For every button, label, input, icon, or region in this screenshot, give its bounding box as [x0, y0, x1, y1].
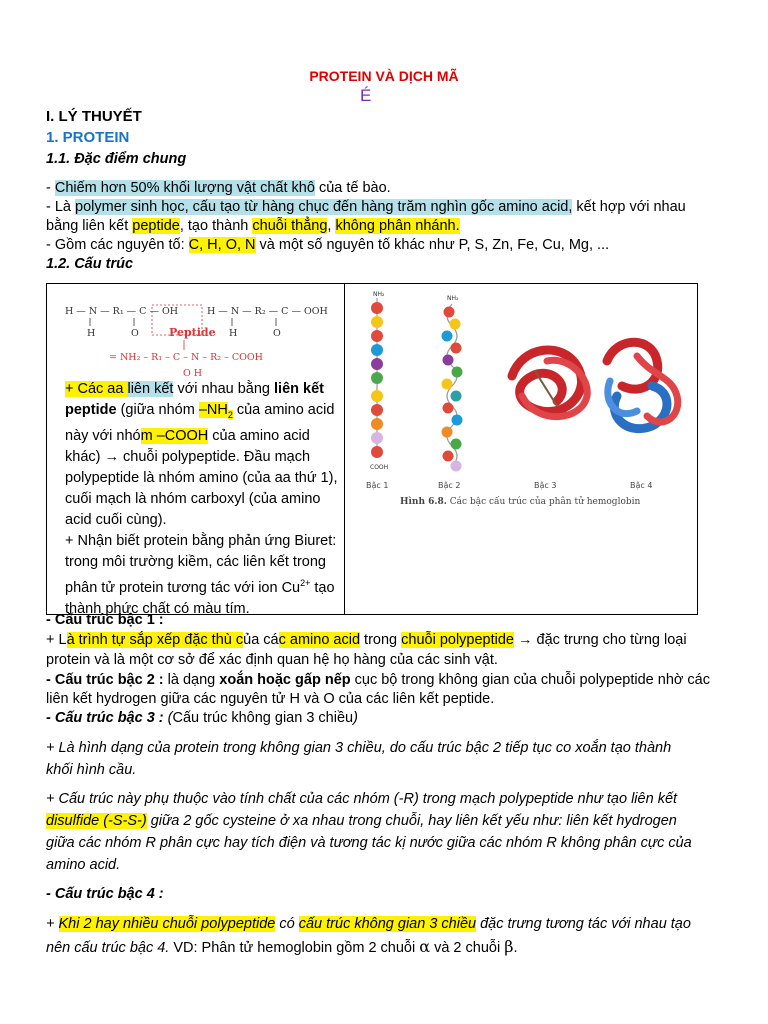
beta-symbol: β: [504, 937, 514, 956]
formula-h1: H: [87, 328, 96, 339]
text-span: Cấu trúc không gian 3 chiều: [172, 710, 354, 726]
text-span: kết hợp với nhau: [572, 199, 686, 215]
peptide-label: Peptide: [169, 326, 216, 339]
cooh-label-1: COOH: [370, 464, 389, 471]
box-divider: [344, 284, 345, 614]
paragraph-line: liên kết hydrogen giữa các nguyên tử H và O của các liên kết peptide.: [46, 691, 495, 707]
paragraph-line: + Là hình dạng của protein trong không gian 3 chiều, do cấu trúc bậc 2 tiếp tục co xoắn tạo thành: [46, 740, 672, 756]
accent-glyph: É: [360, 86, 372, 105]
paragraph-line: [46, 914, 691, 934]
subscript: 2: [227, 409, 233, 420]
paragraph-line: [46, 937, 518, 958]
highlight-span: chuỗi polypeptide: [401, 632, 514, 648]
paragraph-line: [46, 178, 391, 198]
text-span: cục bộ trong không gian của chuỗi polypeptide nhờ các: [350, 672, 710, 688]
alpha-symbol: α: [419, 937, 431, 956]
level4-heading: - Cấu trúc bậc 4 :: [46, 886, 164, 902]
highlight-span: polymer sinh học, cấu tạo từ hàng chục đến hàng trăm nghìn gốc amino acid,: [75, 199, 573, 215]
structure-box: [46, 283, 698, 615]
highlight-span: Khi 2 hay nhiều chuỗi polypeptide: [58, 916, 276, 932]
text-span: + L: [46, 632, 67, 648]
formula-top-left: H — N — R₁ — C — OH: [65, 306, 179, 317]
bold-span: - Cấu trúc bậc 2 :: [46, 672, 164, 688]
highlight-span: không phân nhánh.: [335, 218, 460, 234]
highlight-span: peptide: [132, 218, 180, 234]
highlight-span: –NH: [198, 402, 228, 418]
text-span: đặc trưng tương tác với nhau tạo: [476, 916, 691, 932]
text-span: +: [46, 916, 59, 932]
level-label-3: Bậc 3: [534, 481, 557, 490]
paragraph-line: khối hình cầu.: [46, 762, 137, 778]
text-span: -: [46, 180, 55, 196]
text-span: ): [353, 710, 358, 726]
subheading-general: 1.1. Đặc điểm chung: [46, 151, 187, 167]
text-span: ủa cá: [243, 632, 279, 648]
formula-o2: O: [273, 328, 281, 339]
paragraph-line: + Cấu trúc này phụ thuộc vào tính chất của các nhóm (-R) trong mạch polypeptide như tạo liên kết: [46, 791, 678, 807]
paragraph-line: amino acid.: [46, 857, 121, 873]
text-span: , tạo thành: [179, 218, 253, 234]
formula-oh: O H: [183, 368, 203, 379]
nh2-label-1: NH₂: [373, 291, 385, 298]
secondary-structure-chain: [442, 295, 463, 472]
level-label-2: Bậc 2: [438, 481, 461, 490]
text-span: của amino acid này với nhó: [65, 402, 335, 444]
page-title: PROTEIN VÀ DỊCH MÃ: [309, 68, 459, 84]
highlight-span: chuỗi thẳng: [252, 218, 328, 234]
highlight-span: m –COOH: [140, 427, 209, 444]
primary-structure-chain: [370, 291, 388, 471]
text-span: với nhau bằng: [173, 381, 275, 397]
formula-top-right: H — N — R₂ — C — OOH: [207, 306, 328, 317]
text-span: (giữa nhóm: [116, 402, 199, 418]
hemoglobin-figure: [352, 286, 692, 526]
paragraph-line: [46, 235, 609, 255]
paragraph-line: protein và là một cơ sở để xác định quan hệ họ hàng của các sinh vật.: [46, 652, 498, 668]
highlight-span: à trình tự sắp xếp đặc thù c: [66, 632, 244, 648]
highlight-span: liên kết: [127, 381, 174, 397]
nh2-label-2: NH₂: [447, 295, 459, 302]
text-span: và 2 chuỗi: [430, 940, 505, 956]
text-span: tạo thành phức chất có màu tím.: [65, 579, 335, 617]
text-span: của amino acid khác) → chuỗi polypeptide. Đầu mạch polypeptide là nhóm amino (của aa thứ 1), cuối mạch là nhóm carboxyl (của amino acid cuối cùng).: [65, 427, 338, 528]
section-heading-theory: I. LÝ THUYẾT: [46, 108, 142, 125]
tertiary-structure: [512, 350, 587, 417]
formula-bottom: = NH₂ – R₁ – C – N – R₂ – COOH: [109, 352, 263, 363]
formula-h2: H: [229, 328, 238, 339]
level3-heading: [46, 708, 358, 728]
highlight-span: cấu trúc không gian 3 chiều: [298, 916, 477, 932]
bold-span: liên kết peptide: [65, 381, 324, 418]
text-span: bằng liên kết: [46, 218, 133, 234]
bold-span: xoắn hoặc gấp nếp: [219, 672, 351, 688]
level-label-1: Bậc 1: [366, 481, 389, 490]
level-label-4: Bậc 4: [630, 481, 653, 490]
text-span: + Nhận biết protein bằng phản ứng Biuret: trong môi trường kiềm, các liên kết trong phân tử protein tương tác với ion Cu: [65, 532, 337, 596]
text-span: - Là: [46, 199, 76, 215]
superscript: 2+: [300, 577, 311, 588]
subheading-structure: 1.2. Cấu trúc: [46, 256, 134, 272]
text-span: giữa 2 gốc cysteine ở xa nhau trong chuỗi, hay liên kết yếu như: liên kết hydrogen: [146, 813, 677, 829]
quaternary-structure: [607, 342, 678, 428]
highlight-span: disulfide (-S-S-): [46, 813, 147, 829]
paragraph-line: [46, 630, 687, 650]
text-span: + Các aa: [65, 381, 128, 397]
text-span: nên cấu trúc bậc 4.: [46, 940, 170, 956]
text-span: (: [167, 710, 173, 726]
figure-caption: Hình 6.8. Các bậc cấu trúc của phân tử hemoglobin: [400, 497, 641, 507]
text-span: .: [513, 940, 518, 956]
formula-o1: O: [131, 328, 139, 339]
paragraph-line: [46, 811, 677, 831]
text-span: - Gồm các nguyên tố:: [46, 237, 189, 253]
text-span: ,: [327, 218, 336, 234]
peptide-formula: [57, 292, 342, 382]
paragraph-line: giữa các nhóm R phân cực hay tích điện và tương tác kị nước giữa các nhóm R không phân cực của: [46, 835, 692, 851]
section-heading-protein: 1. PROTEIN: [46, 129, 130, 146]
text-span: có: [275, 916, 299, 932]
text-span: trong: [360, 632, 402, 648]
paragraph-line: [46, 197, 686, 217]
text-span: và một số nguyên tố khác như P, S, Zn, Fe, Cu, Mg, ...: [255, 237, 610, 253]
highlight-span: C, H, O, N: [188, 237, 256, 253]
bold-span: - Cấu trúc bậc 3 :: [46, 710, 168, 726]
paragraph-line: [46, 216, 460, 236]
text-span: VD: Phân tử hemoglobin gồm 2 chuỗi: [169, 940, 420, 956]
text-span: → đặc trưng cho từng loại: [514, 632, 687, 648]
highlight-span: c amino acid: [278, 632, 361, 648]
box-paragraph: [65, 379, 340, 620]
level1-heading: - Cấu trúc bậc 1 :: [46, 612, 164, 628]
text-span: là dạng: [163, 672, 220, 688]
highlight-span: Chiếm hơn 50% khối lượng vật chất khô: [54, 180, 315, 196]
paragraph-line: [46, 670, 710, 690]
text-span: của tế bào.: [314, 180, 391, 196]
